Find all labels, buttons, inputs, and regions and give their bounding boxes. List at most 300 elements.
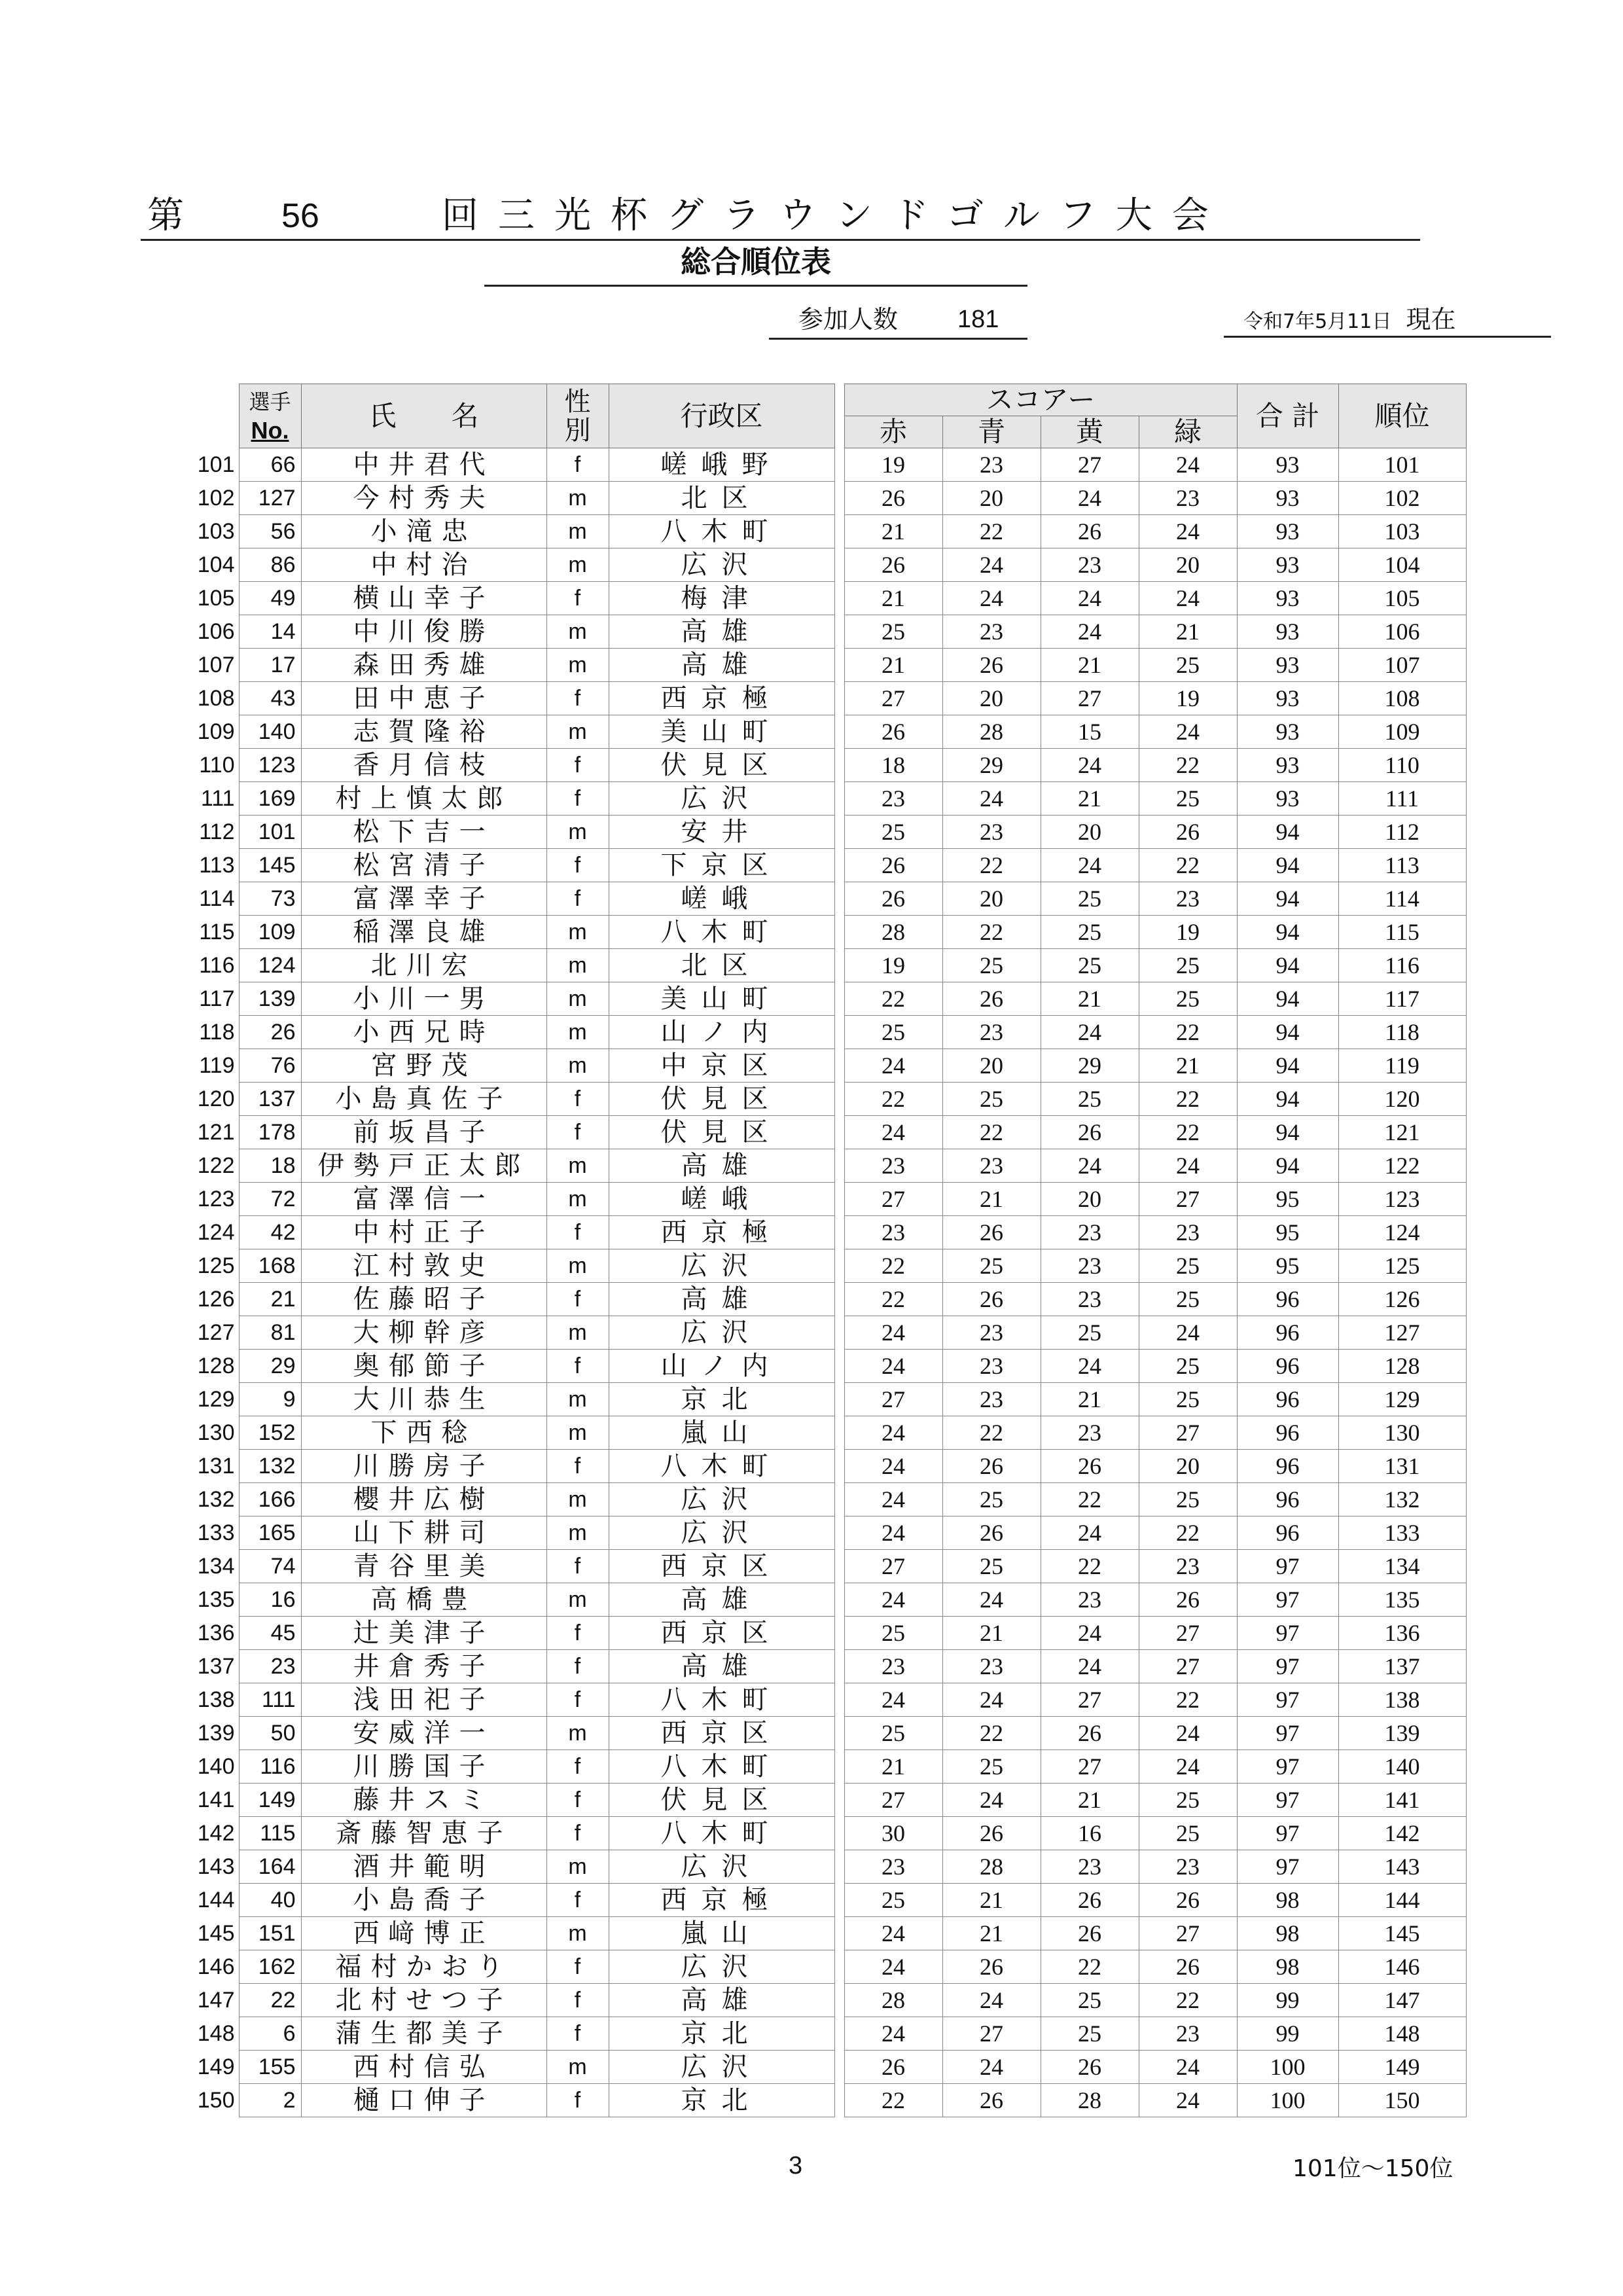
order-cell: 125 (1338, 1249, 1466, 1283)
score-red-cell: 24 (844, 1516, 942, 1550)
name-cell: 川勝国子 (301, 1750, 546, 1784)
area-cell: 八木町 (609, 1817, 834, 1850)
score-blue-cell: 23 (942, 1316, 1041, 1350)
player-no-cell: 14 (239, 615, 301, 649)
score-red-cell: 27 (844, 1550, 942, 1583)
score-red-cell: 27 (844, 682, 942, 715)
sex-cell: m (546, 515, 609, 548)
table-row (187, 1917, 1466, 1950)
sex-cell: m (546, 482, 609, 515)
table-row (187, 1717, 1466, 1750)
order-cell: 115 (1338, 916, 1466, 949)
score-green-cell: 24 (1139, 1717, 1237, 1750)
table-row (187, 2051, 1466, 2084)
column-gap (834, 1683, 844, 1717)
score-blue-cell: 25 (942, 1249, 1041, 1283)
score-blue-cell: 26 (942, 1450, 1041, 1483)
score-red-cell: 24 (844, 1917, 942, 1950)
score-red-cell: 21 (844, 582, 942, 615)
sex-cell: m (546, 916, 609, 949)
rank-cell: 104 (197, 552, 235, 577)
order-cell: 103 (1338, 515, 1466, 548)
sex-cell: f (546, 1650, 609, 1683)
order-cell: 113 (1338, 849, 1466, 882)
area-cell: 西京区 (609, 1717, 834, 1750)
score-red-cell: 23 (844, 1650, 942, 1683)
column-gap (834, 1583, 844, 1617)
order-cell: 116 (1338, 949, 1466, 982)
rank-cell: 120 (197, 1086, 235, 1111)
score-yellow-cell: 22 (1041, 1483, 1139, 1516)
rank-header-blank (187, 384, 239, 448)
score-yellow-cell: 24 (1041, 1149, 1139, 1183)
total-cell: 94 (1237, 982, 1338, 1016)
player-no-cell: 18 (239, 1149, 301, 1183)
score-green-cell: 22 (1139, 1683, 1237, 1717)
column-gap (834, 1784, 844, 1817)
score-col-blue: 青 (942, 416, 1041, 448)
sex-cell: m (546, 1483, 609, 1516)
order-cell: 126 (1338, 1283, 1466, 1316)
name-cell: 志賀隆裕 (301, 715, 546, 749)
score-yellow-cell: 22 (1041, 1950, 1139, 1984)
name-cell: 佐藤昭子 (301, 1283, 546, 1316)
score-red-cell: 24 (844, 1450, 942, 1483)
score-blue-cell: 24 (942, 582, 1041, 615)
score-green-cell: 25 (1139, 1817, 1237, 1850)
total-cell: 96 (1237, 1416, 1338, 1450)
total-cell: 97 (1237, 1550, 1338, 1583)
sex-cell: f (546, 1817, 609, 1850)
player-no-cell: 162 (239, 1950, 301, 1984)
name-cell: 小川一男 (301, 982, 546, 1016)
total-cell: 96 (1237, 1316, 1338, 1350)
area-cell: 嵯峨野 (609, 448, 834, 482)
rank-cell: 111 (200, 786, 235, 811)
player-no-cell: 40 (239, 1884, 301, 1917)
score-green-cell: 25 (1139, 1784, 1237, 1817)
rank-cell: 107 (197, 653, 235, 677)
score-green-cell: 27 (1139, 1183, 1237, 1216)
score-red-cell: 24 (844, 1950, 942, 1984)
area-cell: 安井 (609, 816, 834, 849)
score-green-cell: 26 (1139, 1950, 1237, 1984)
score-yellow-cell: 21 (1041, 649, 1139, 682)
rank-cell: 101 (197, 452, 235, 477)
name-cell: 中井君代 (301, 448, 546, 482)
sex-cell: f (546, 448, 609, 482)
total-cell: 93 (1237, 615, 1338, 649)
score-green-cell: 25 (1139, 1350, 1237, 1383)
name-cell: 小西兄時 (301, 1016, 546, 1049)
score-red-cell: 26 (844, 548, 942, 582)
rank-cell: 124 (197, 1220, 235, 1245)
order-cell: 104 (1338, 548, 1466, 582)
name-cell: 山下耕司 (301, 1516, 546, 1550)
participants-value: 181 (957, 306, 999, 333)
score-blue-cell: 20 (942, 1049, 1041, 1083)
table-row (187, 515, 1466, 548)
score-red-cell: 26 (844, 2051, 942, 2084)
table-row (187, 1650, 1466, 1683)
score-yellow-cell: 25 (1041, 1984, 1139, 2017)
order-cell: 108 (1338, 682, 1466, 715)
name-cell: 大柳幹彦 (301, 1316, 546, 1350)
area-cell: 山ノ内 (609, 1350, 834, 1383)
player-no-cell: 22 (239, 1984, 301, 2017)
name-cell: 村上慎太郎 (301, 782, 546, 816)
player-no-cell: 17 (239, 649, 301, 682)
player-no-cell: 168 (239, 1249, 301, 1283)
score-red-cell: 27 (844, 1784, 942, 1817)
score-red-cell: 24 (844, 1116, 942, 1149)
score-blue-cell: 23 (942, 1016, 1041, 1049)
score-yellow-cell: 21 (1041, 982, 1139, 1016)
total-cell: 94 (1237, 1149, 1338, 1183)
score-yellow-cell: 25 (1041, 2017, 1139, 2051)
score-yellow-cell: 24 (1041, 1516, 1139, 1550)
name-cell: 浅田祀子 (301, 1683, 546, 1717)
name-header: 氏 名 (301, 384, 546, 448)
score-blue-cell: 23 (942, 1149, 1041, 1183)
score-yellow-cell: 27 (1041, 682, 1139, 715)
score-red-cell: 23 (844, 1850, 942, 1884)
sex-cell: m (546, 1316, 609, 1350)
score-green-cell: 23 (1139, 1550, 1237, 1583)
column-gap (834, 1450, 844, 1483)
name-cell: 蒲生都美子 (301, 2017, 546, 2051)
player-no-cell: 132 (239, 1450, 301, 1483)
area-cell: 西京区 (609, 1617, 834, 1650)
name-cell: 中川俊勝 (301, 615, 546, 649)
name-cell: 江村敦史 (301, 1249, 546, 1283)
order-cell: 105 (1338, 582, 1466, 615)
score-blue-cell: 26 (942, 982, 1041, 1016)
player-no-cell: 145 (239, 849, 301, 882)
score-yellow-cell: 21 (1041, 1383, 1139, 1416)
column-gap (834, 882, 844, 916)
table-row (187, 1183, 1466, 1216)
table-row (187, 916, 1466, 949)
score-blue-cell: 26 (942, 1216, 1041, 1249)
sex-cell: f (546, 1950, 609, 1984)
table-row (187, 1817, 1466, 1850)
player-no-cell: 45 (239, 1617, 301, 1650)
rank-cell: 110 (199, 753, 235, 778)
area-cell: 高雄 (609, 1583, 834, 1617)
column-gap (834, 1850, 844, 1884)
score-yellow-cell: 23 (1041, 548, 1139, 582)
player-no-header-bottom: No. (251, 416, 289, 444)
score-yellow-cell: 25 (1041, 882, 1139, 916)
area-cell: 高雄 (609, 1283, 834, 1316)
total-cell: 96 (1237, 1283, 1338, 1316)
player-no-cell: 155 (239, 2051, 301, 2084)
order-cell: 141 (1338, 1784, 1466, 1817)
area-cell: 伏見区 (609, 749, 834, 782)
area-cell: 嵐山 (609, 1917, 834, 1950)
area-cell: 八木町 (609, 515, 834, 548)
score-blue-cell: 29 (942, 749, 1041, 782)
rank-cell: 145 (197, 1921, 235, 1946)
score-yellow-cell: 23 (1041, 1283, 1139, 1316)
name-cell: 櫻井広樹 (301, 1483, 546, 1516)
sex-cell: m (546, 2051, 609, 2084)
sex-cell: m (546, 816, 609, 849)
column-gap (834, 982, 844, 1016)
area-cell: 伏見区 (609, 1784, 834, 1817)
score-red-cell: 28 (844, 1984, 942, 2017)
table-row (187, 849, 1466, 882)
player-no-cell: 9 (239, 1383, 301, 1416)
sex-cell: f (546, 1784, 609, 1817)
score-yellow-cell: 26 (1041, 1116, 1139, 1149)
total-cell: 98 (1237, 1950, 1338, 1984)
score-green-cell: 25 (1139, 949, 1237, 982)
total-cell: 94 (1237, 1016, 1338, 1049)
score-yellow-cell: 23 (1041, 1249, 1139, 1283)
table-row (187, 582, 1466, 615)
player-no-cell: 73 (239, 882, 301, 916)
score-blue-cell: 25 (942, 1083, 1041, 1116)
rank-cell: 128 (197, 1354, 235, 1378)
player-no-cell: 49 (239, 582, 301, 615)
area-cell: 山ノ内 (609, 1016, 834, 1049)
score-green-cell: 24 (1139, 715, 1237, 749)
rank-cell: 123 (197, 1187, 235, 1211)
rank-cell: 147 (197, 1988, 235, 2013)
score-yellow-cell: 26 (1041, 1917, 1139, 1950)
score-blue-cell: 23 (942, 1383, 1041, 1416)
score-red-cell: 27 (844, 1183, 942, 1216)
score-red-cell: 19 (844, 949, 942, 982)
sex-header-bottom: 別 (564, 415, 591, 446)
score-blue-cell: 23 (942, 1350, 1041, 1383)
sex-cell: m (546, 1717, 609, 1750)
name-cell: 樋口伸子 (301, 2084, 546, 2117)
total-cell: 97 (1237, 1683, 1338, 1717)
area-cell: 広沢 (609, 1850, 834, 1884)
score-red-cell: 23 (844, 782, 942, 816)
player-no-cell: 72 (239, 1183, 301, 1216)
score-red-cell: 21 (844, 515, 942, 548)
player-no-cell: 43 (239, 682, 301, 715)
total-cell: 97 (1237, 1617, 1338, 1650)
score-green-cell: 25 (1139, 1283, 1237, 1316)
name-cell: 井倉秀子 (301, 1650, 546, 1683)
player-no-header (239, 384, 301, 448)
table-row (187, 2084, 1466, 2117)
score-red-cell: 26 (844, 715, 942, 749)
area-cell: 北区 (609, 482, 834, 515)
rank-cell: 114 (199, 886, 235, 911)
score-red-cell: 30 (844, 1817, 942, 1850)
score-yellow-cell: 24 (1041, 482, 1139, 515)
rank-cell: 112 (199, 819, 235, 844)
score-red-cell: 24 (844, 1049, 942, 1083)
name-cell: 中村正子 (301, 1216, 546, 1249)
score-blue-cell: 26 (942, 649, 1041, 682)
player-no-cell: 42 (239, 1216, 301, 1249)
score-yellow-cell: 23 (1041, 1216, 1139, 1249)
score-blue-cell: 23 (942, 816, 1041, 849)
total-cell: 99 (1237, 1984, 1338, 2017)
name-cell: 北村せつ子 (301, 1984, 546, 2017)
column-gap (834, 1216, 844, 1249)
player-no-cell: 86 (239, 548, 301, 582)
score-yellow-cell: 22 (1041, 1550, 1139, 1583)
score-green-cell: 21 (1139, 615, 1237, 649)
score-green-cell: 24 (1139, 515, 1237, 548)
total-cell: 96 (1237, 1516, 1338, 1550)
player-no-cell: 21 (239, 1283, 301, 1316)
area-cell: 伏見区 (609, 1116, 834, 1149)
score-yellow-cell: 24 (1041, 615, 1139, 649)
column-gap (834, 1817, 844, 1850)
total-cell: 93 (1237, 715, 1338, 749)
total-cell: 94 (1237, 849, 1338, 882)
score-yellow-cell: 27 (1041, 1750, 1139, 1784)
score-blue-cell: 23 (942, 448, 1041, 482)
score-red-cell: 24 (844, 1316, 942, 1350)
score-red-cell: 22 (844, 2084, 942, 2117)
table-row (187, 1249, 1466, 1283)
score-red-cell: 25 (844, 1016, 942, 1049)
table-row (187, 1016, 1466, 1049)
total-cell: 95 (1237, 1183, 1338, 1216)
player-no-cell: 2 (239, 2084, 301, 2117)
score-blue-cell: 28 (942, 1850, 1041, 1884)
total-cell: 99 (1237, 2017, 1338, 2051)
score-blue-cell: 20 (942, 482, 1041, 515)
name-cell: 田中恵子 (301, 682, 546, 715)
area-cell: 高雄 (609, 1149, 834, 1183)
rank-cell: 148 (197, 2021, 235, 2046)
order-cell: 150 (1338, 2084, 1466, 2117)
score-green-cell: 27 (1139, 1917, 1237, 1950)
name-cell: 西﨑博正 (301, 1917, 546, 1950)
score-green-cell: 22 (1139, 749, 1237, 782)
score-red-cell: 25 (844, 1717, 942, 1750)
table-row (187, 715, 1466, 749)
order-cell: 109 (1338, 715, 1466, 749)
sex-cell: f (546, 1683, 609, 1717)
column-gap (834, 1116, 844, 1149)
order-cell: 117 (1338, 982, 1466, 1016)
sex-cell: f (546, 1450, 609, 1483)
player-no-cell: 101 (239, 816, 301, 849)
name-cell: 酒井範明 (301, 1850, 546, 1884)
area-cell: 八木町 (609, 1750, 834, 1784)
order-cell: 144 (1338, 1884, 1466, 1917)
sex-cell: f (546, 1984, 609, 2017)
name-cell: 藤井スミ (301, 1784, 546, 1817)
rank-cell: 142 (197, 1821, 235, 1846)
player-no-cell: 149 (239, 1784, 301, 1817)
score-green-cell: 22 (1139, 1116, 1237, 1149)
area-cell: 高雄 (609, 1984, 834, 2017)
total-cell: 94 (1237, 882, 1338, 916)
participants-count (769, 301, 1027, 340)
score-red-cell: 24 (844, 1683, 942, 1717)
name-cell: 福村かおり (301, 1950, 546, 1984)
column-gap (834, 816, 844, 849)
order-cell: 149 (1338, 2051, 1466, 2084)
order-cell: 130 (1338, 1416, 1466, 1450)
score-yellow-cell: 26 (1041, 2051, 1139, 2084)
area-cell: 高雄 (609, 1650, 834, 1683)
name-cell: 稲澤良雄 (301, 916, 546, 949)
area-cell: 広沢 (609, 1316, 834, 1350)
table-row (187, 749, 1466, 782)
area-header: 行政区 (609, 384, 834, 448)
area-cell: 高雄 (609, 649, 834, 682)
score-red-cell: 21 (844, 649, 942, 682)
column-gap (834, 482, 844, 515)
score-col-yellow: 黄 (1041, 416, 1139, 448)
sex-cell: f (546, 1617, 609, 1650)
table-row (187, 1383, 1466, 1416)
name-cell: 西村信弘 (301, 2051, 546, 2084)
rank-cell: 115 (199, 920, 235, 944)
score-blue-cell: 25 (942, 1750, 1041, 1784)
score-yellow-cell: 20 (1041, 816, 1139, 849)
area-cell: 広沢 (609, 548, 834, 582)
order-cell: 146 (1338, 1950, 1466, 1984)
score-yellow-cell: 16 (1041, 1817, 1139, 1850)
score-yellow-cell: 15 (1041, 715, 1139, 749)
order-cell: 129 (1338, 1383, 1466, 1416)
total-cell: 93 (1237, 582, 1338, 615)
area-cell: 西京極 (609, 1884, 834, 1917)
table-row (187, 1950, 1466, 1984)
score-red-cell: 22 (844, 982, 942, 1016)
rank-cell: 131 (197, 1454, 235, 1479)
score-blue-cell: 24 (942, 2051, 1041, 2084)
total-cell: 96 (1237, 1350, 1338, 1383)
column-gap (834, 1750, 844, 1784)
score-blue-cell: 22 (942, 1116, 1041, 1149)
area-cell: 下京区 (609, 849, 834, 882)
area-cell: 八木町 (609, 916, 834, 949)
rank-cell: 126 (197, 1287, 235, 1312)
rank-cell: 139 (197, 1721, 235, 1746)
score-red-cell: 19 (844, 448, 942, 482)
order-cell: 127 (1338, 1316, 1466, 1350)
sex-cell: f (546, 1216, 609, 1249)
rank-cell: 106 (197, 619, 235, 644)
score-red-cell: 25 (844, 816, 942, 849)
column-gap (834, 1383, 844, 1416)
area-cell: 京北 (609, 2017, 834, 2051)
score-green-cell: 22 (1139, 849, 1237, 882)
total-cell: 98 (1237, 1884, 1338, 1917)
score-red-cell: 28 (844, 916, 942, 949)
score-yellow-cell: 25 (1041, 1083, 1139, 1116)
rank-cell: 122 (197, 1153, 235, 1178)
name-cell: 香月信枝 (301, 749, 546, 782)
table-row (187, 2017, 1466, 2051)
score-green-cell: 25 (1139, 1383, 1237, 1416)
score-blue-cell: 24 (942, 1984, 1041, 2017)
score-green-cell: 20 (1139, 1450, 1237, 1483)
order-cell: 120 (1338, 1083, 1466, 1116)
area-cell: 美山町 (609, 982, 834, 1016)
name-cell: 横山幸子 (301, 582, 546, 615)
sex-cell: f (546, 1350, 609, 1383)
date-suffix: 現在 (1406, 305, 1456, 334)
sex-cell: m (546, 1016, 609, 1049)
